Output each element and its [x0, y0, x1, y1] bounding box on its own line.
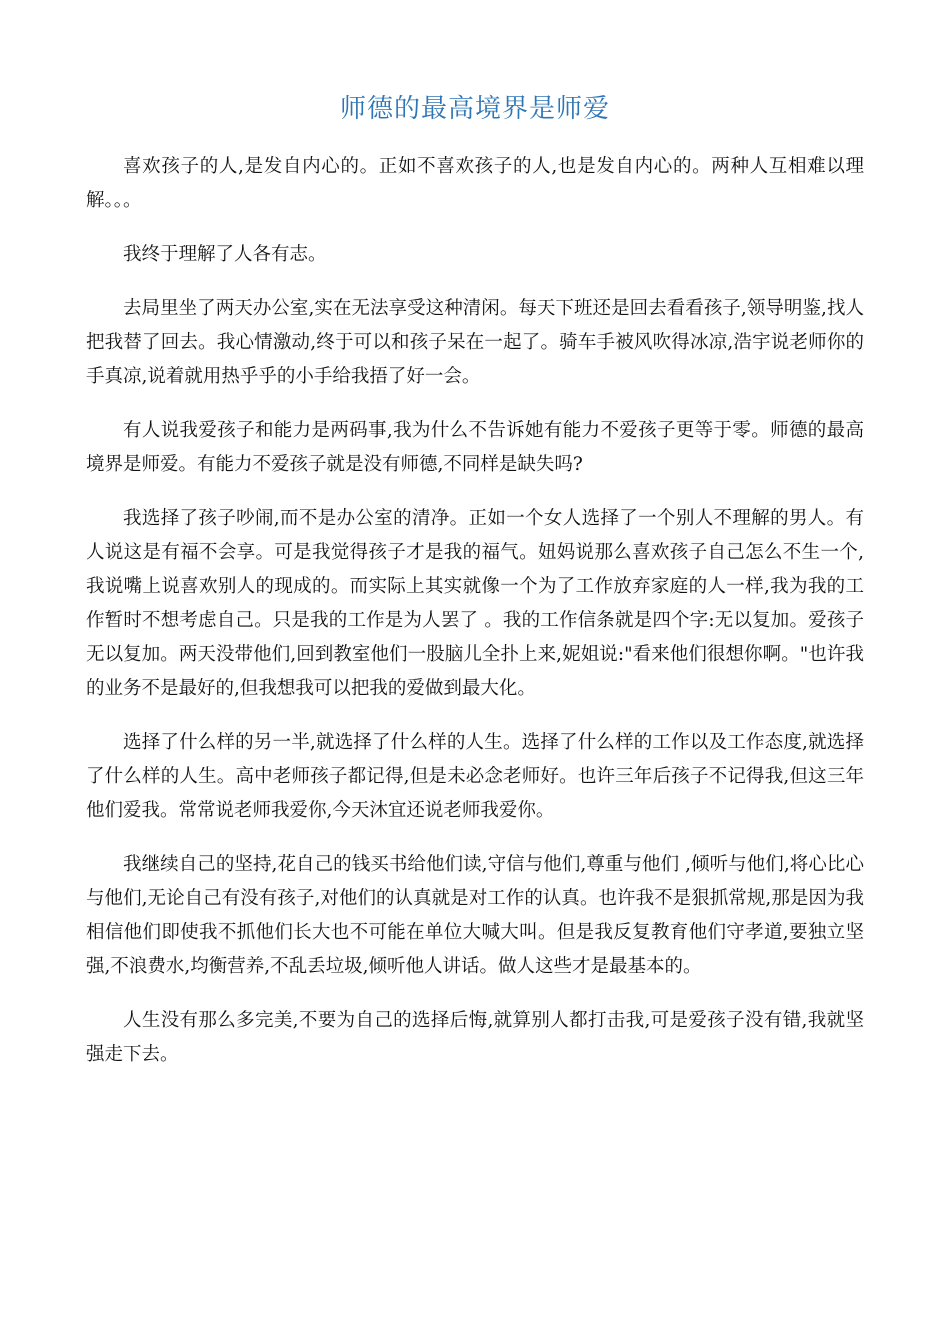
document-title: 师德的最高境界是师爱 — [339, 94, 610, 124]
document-body — [86, 150, 864, 1092]
paragraph: 选择了什么样的另一半,就选择了什么样的人生。选择了什么样的工作以及工作态度,就选择了什么样的人生。高中老师孩子都记得,但是未必念老师好。也许三年后孩子不记得我,但这三年他们爱我。常常说老师我爱你,今天沐宜还说老师我爱你。 — [86, 732, 864, 821]
paragraph: 人生没有那么多完美,不要为自己的选择后悔,就算别人都打击我,可是爱孩子没有错,我就坚强走下去。 — [86, 1010, 864, 1065]
paragraph: 喜欢孩子的人,是发自内心的。正如不喜欢孩子的人,也是发自内心的。两种人互相难以理解。。。 — [86, 156, 864, 211]
paragraph: 我继续自己的坚持,花自己的钱买书给他们读,守信与他们,尊重与他们 ,倾听与他们,将心比心与他们,无论自己有没有孩子,对他们的认真就是对工作的认真。也许我不是狠抓常规,那是因为我相信他们即使我不抓他们长大也不可能在单位大喊大叫。但是我反复教育他们守孝道,要独立坚强,不浪费水,均衡营养,不乱丢垃圾,倾听他人讲话。做人这些才是最基本的。 — [86, 854, 864, 977]
paragraph: 有人说我爱孩子和能力是两码事,我为什么不告诉她有能力不爱孩子更等于零。师德的最高境界是师爱。有能力不爱孩子就是没有师德,不同样是缺失吗? — [86, 420, 864, 475]
paragraph: 我选择了孩子吵闹,而不是办公室的清净。正如一个女人选择了一个别人不理解的男人。有人说这是有福不会享。可是我觉得孩子才是我的福气。妞妈说那么喜欢孩子自己怎么不生一个,我说嘴上说喜欢别人的现成的。而实际上其实就像一个为了工作放弃家庭的人一样,我为我的工作暂时不想考虑自己。只是我的工作是为人罢了 。我的工作信条就是四个字:无以复加。爱孩子无以复加。两天没带他们,回到教室他们一股脑儿全扑上来,妮姐说:"看来他们很想你啊。"也许我的业务不是最好的,但我想我可以把我的爱做到最大化。 — [86, 508, 864, 699]
paragraph: 去局里坐了两天办公室,实在无法享受这种清闲。每天下班还是回去看看孩子,领导明鉴,找人把我替了回去。我心情激动,终于可以和孩子呆在一起了。骑车手被风吹得冰凉,浩宇说老师你的手真凉,说着就用热乎乎的小手给我捂了好一会。 — [86, 298, 864, 387]
paragraph: 我终于理解了人各有志。 — [123, 244, 327, 265]
